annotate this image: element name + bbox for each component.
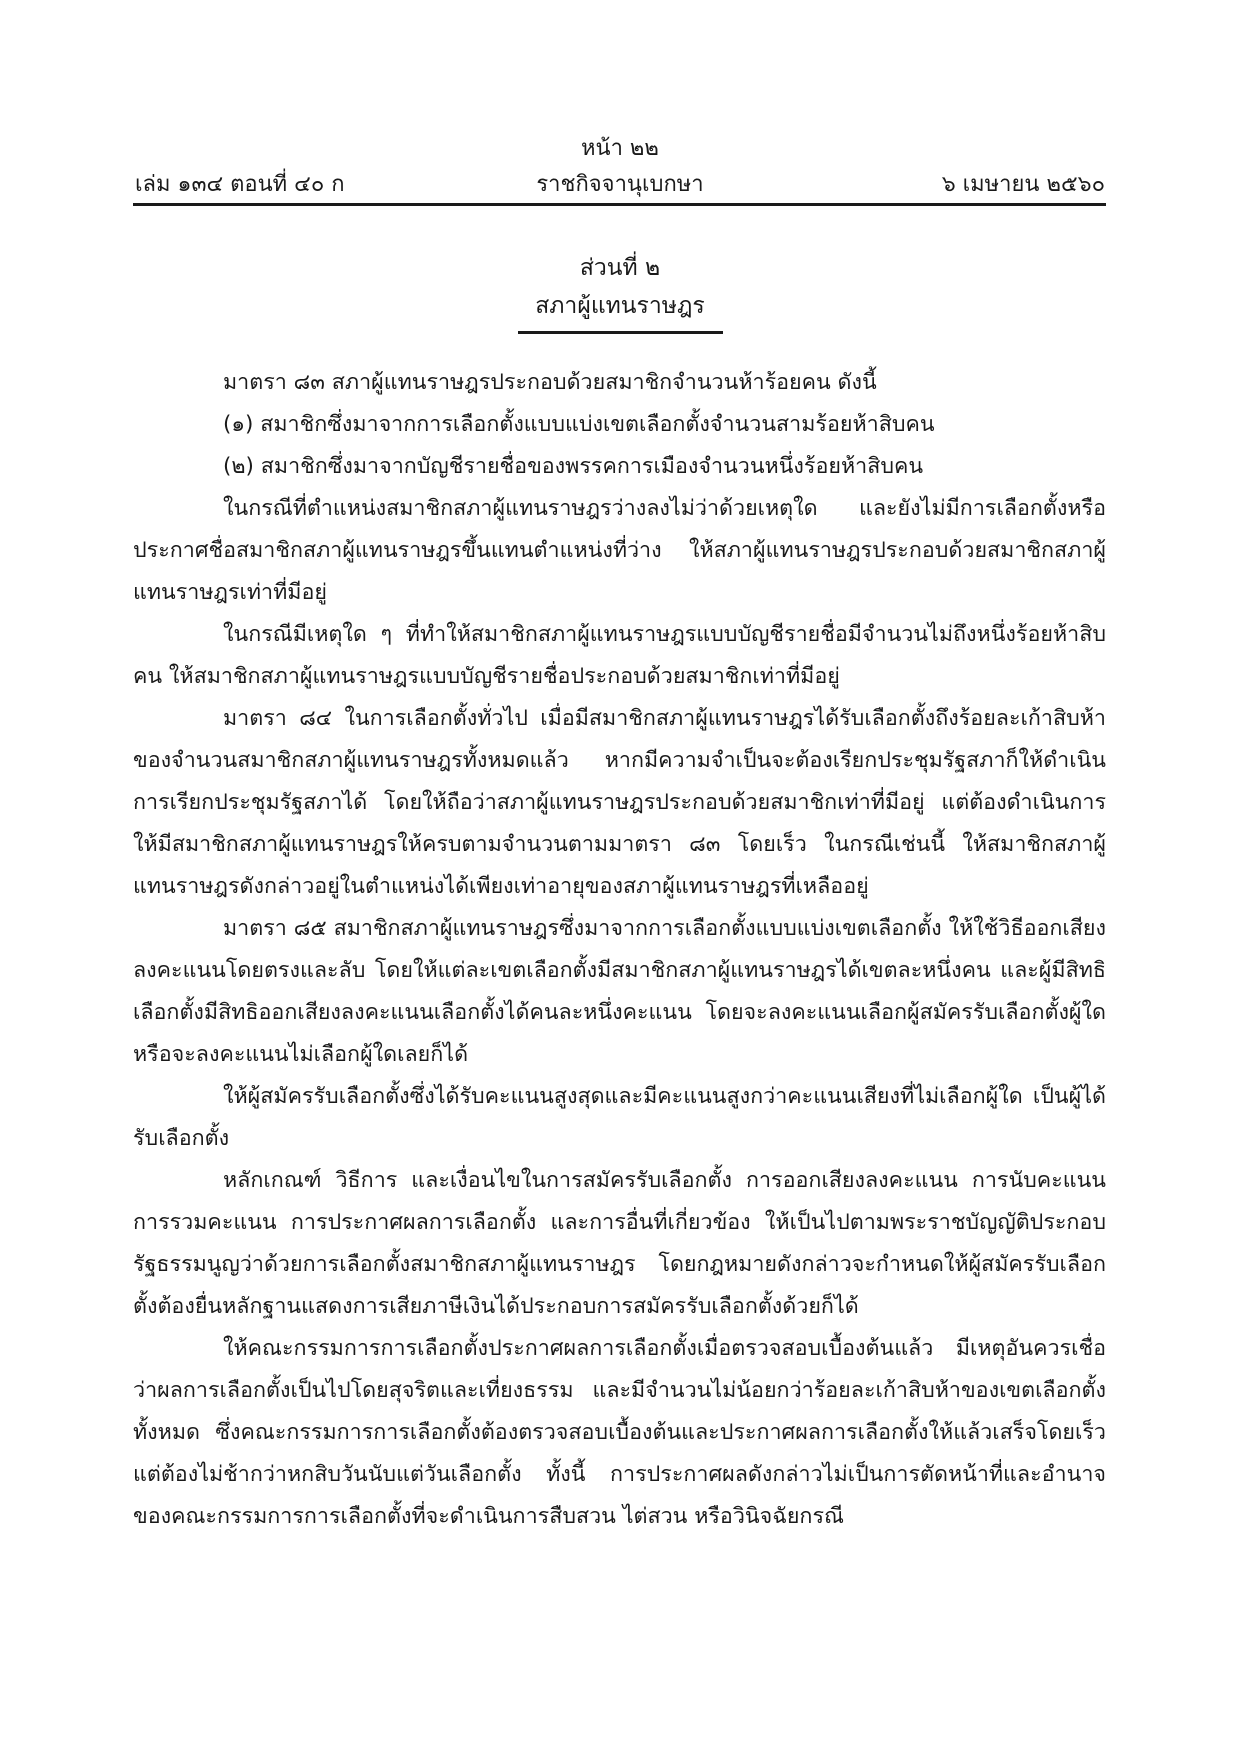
paragraph-section-85: มาตรา ๘๕ สมาชิกสภาผู้แทนราษฎรซึ่งมาจากการเลือกตั้งแบบแบ่งเขตเลือกตั้ง ให้ใช้วิธีออกเสียงลงคะแนนโดยตรงและลับ โดยให้แต่ละเขตเลือกตั้งมีสมาชิกสภาผู้แทนราษฎรได้เขตละหนึ่งคน และผู้มีสิทธิเลือกตั้งมีสิทธิออกเสียงลงคะแนนเลือกตั้งได้คนละหนึ่งคะแนน โดยจะลงคะแนนเลือกผู้สมัครรับเลือกตั้งผู้ใด หรือจะลงคะแนนไม่เลือกผู้ใดเลยก็ได้ <box>133 916 1106 1067</box>
document-body <box>133 362 1106 1538</box>
publication-name: ราชกิจจานุเบกษา <box>536 172 704 197</box>
header-divider <box>133 203 1106 206</box>
title-divider <box>518 331 723 334</box>
paragraph-section-83: มาตรา ๘๓ สภาผู้แทนราษฎรประกอบด้วยสมาชิกจำนวนห้าร้อยคน ดังนี้ <box>223 370 877 395</box>
publication-date: ๖ เมษายน ๒๕๖๐ <box>941 172 1105 197</box>
paragraph-winner-rule: ให้ผู้สมัครรับเลือกตั้งซึ่งได้รับคะแนนสูงสุดและมีคะแนนสูงกว่าคะแนนเสียงที่ไม่เลือกผู้ใด เป็นผู้ได้รับเลือกตั้ง <box>133 1084 1106 1151</box>
paragraph-item-2: (๒) สมาชิกซึ่งมาจากบัญชีรายชื่อของพรรคการเมืองจำนวนหนึ่งร้อยห้าสิบคน <box>223 454 924 479</box>
volume-issue: เล่ม ๑๓๔ ตอนที่ ๔๐ ก <box>135 172 345 197</box>
page-number: หน้า ๒๒ <box>581 136 659 161</box>
paragraph-item-1: (๑) สมาชิกซึ่งมาจากการเลือกตั้งแบบแบ่งเขตเลือกตั้งจำนวนสามร้อยห้าสิบคน <box>223 412 935 437</box>
section-number: ส่วนที่ ๒ <box>579 255 661 281</box>
paragraph-announcement: ให้คณะกรรมการการเลือกตั้งประกาศผลการเลือกตั้งเมื่อตรวจสอบเบื้องต้นแล้ว มีเหตุอันควรเชื่อว่าผลการเลือกตั้งเป็นไปโดยสุจริตและเที่ยงธรรม และมีจำนวนไม่น้อยกว่าร้อยละเก้าสิบห้าของเขตเลือกตั้งทั้งหมด ซึ่งคณะกรรมการการเลือกตั้งต้องตรวจสอบเบื้องต้นและประกาศผลการเลือกตั้งให้แล้วเสร็จโดยเร็ว แต่ต้องไม่ช้ากว่าหกสิบวันนับแต่วันเลือกตั้ง ทั้งนี้ การประกาศผลดังกล่าวไม่เป็นการตัดหน้าที่และอำนาจของคณะกรรมการการเลือกตั้งที่จะดำเนินการสืบสวน ไต่สวน หรือวินิจฉัยกรณี <box>133 1336 1106 1529</box>
paragraph-criteria: หลักเกณฑ์ วิธีการ และเงื่อนไขในการสมัครรับเลือกตั้ง การออกเสียงลงคะแนน การนับคะแนน การรวมคะแนน การประกาศผลการเลือกตั้ง และการอื่นที่เกี่ยวข้อง ให้เป็นไปตามพระราชบัญญัติประกอบรัฐธรรมนูญว่าด้วยการเลือกตั้งสมาชิกสภาผู้แทนราษฎร โดยกฎหมายดังกล่าวจะกำหนดให้ผู้สมัครรับเลือกตั้งต้องยื่นหลักฐานแสดงการเสียภาษีเงินได้ประกอบการสมัครรับเลือกตั้งด้วยก็ได้ <box>133 1168 1106 1319</box>
section-title: สภาผู้แทนราษฎร <box>535 293 705 319</box>
paragraph-section-84: มาตรา ๘๔ ในการเลือกตั้งทั่วไป เมื่อมีสมาชิกสภาผู้แทนราษฎรได้รับเลือกตั้งถึงร้อยละเก้าสิบห้าของจำนวนสมาชิกสภาผู้แทนราษฎรทั้งหมดแล้ว หากมีความจำเป็นจะต้องเรียกประชุมรัฐสภาก็ให้ดำเนินการเรียกประชุมรัฐสภาได้ โดยให้ถือว่าสภาผู้แทนราษฎรประกอบด้วยสมาชิกเท่าที่มีอยู่ แต่ต้องดำเนินการให้มีสมาชิกสภาผู้แทนราษฎรให้ครบตามจำนวนตามมาตรา ๘๓ โดยเร็ว ในกรณีเช่นนี้ ให้สมาชิกสภาผู้แทนราษฎรดังกล่าวอยู่ในตำแหน่งได้เพียงเท่าอายุของสภาผู้แทนราษฎรที่เหลืออยู่ <box>133 706 1106 899</box>
paragraph-vacancy: ในกรณีที่ตำแหน่งสมาชิกสภาผู้แทนราษฎรว่างลงไม่ว่าด้วยเหตุใด และยังไม่มีการเลือกตั้งหรือประกาศชื่อสมาชิกสภาผู้แทนราษฎรขึ้นแทนตำแหน่งที่ว่าง ให้สภาผู้แทนราษฎรประกอบด้วยสมาชิกสภาผู้แทนราษฎรเท่าที่มีอยู่ <box>133 496 1106 605</box>
paragraph-party-list: ในกรณีมีเหตุใด ๆ ที่ทำให้สมาชิกสภาผู้แทนราษฎรแบบบัญชีรายชื่อมีจำนวนไม่ถึงหนึ่งร้อยห้าสิบคน ให้สมาชิกสภาผู้แทนราษฎรแบบบัญชีรายชื่อประกอบด้วยสมาชิกเท่าที่มีอยู่ <box>133 622 1106 689</box>
gazette-header <box>135 166 1105 200</box>
